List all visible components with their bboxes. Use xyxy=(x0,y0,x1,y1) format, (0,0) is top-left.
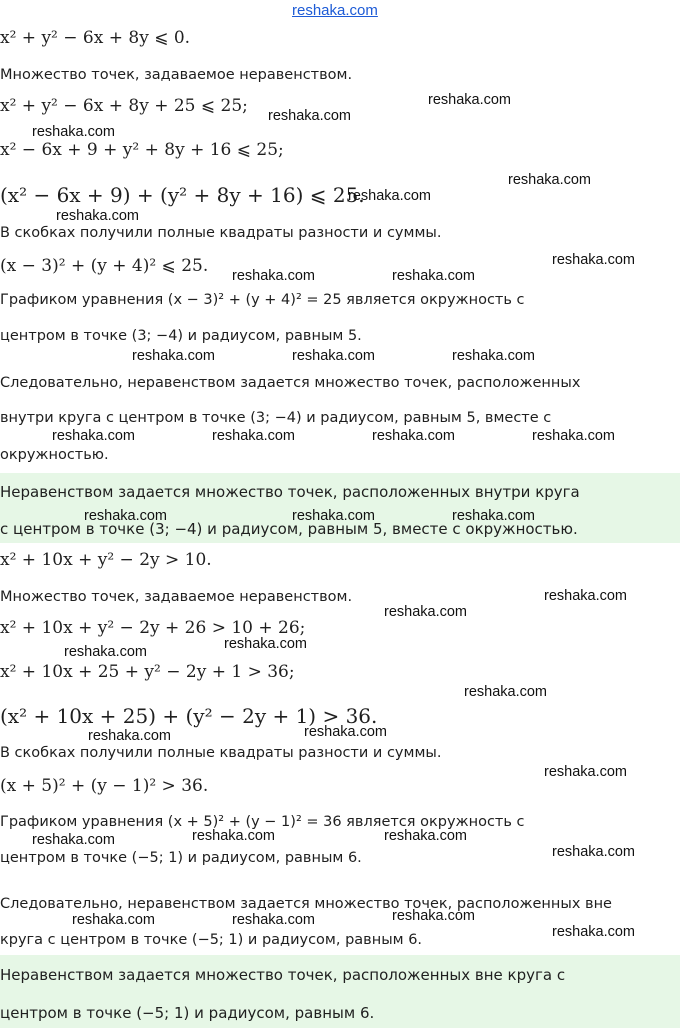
watermark: reshaka.com xyxy=(304,724,388,740)
watermark: reshaka.com xyxy=(232,268,316,284)
watermark: reshaka.com xyxy=(544,588,628,604)
watermark: reshaka.com xyxy=(552,924,636,940)
inequality-2: x² + 10x + y² − 2y > 10. xyxy=(0,550,212,570)
watermark: reshaka.com xyxy=(508,172,592,188)
watermark: reshaka.com xyxy=(552,844,636,860)
conclusion-1a: Следовательно, неравенством задается множество точек, расположенных xyxy=(0,375,581,391)
conclusion-1b: внутри круга с центром в точке (3; −4) и радиусом, равным 5, вместе с xyxy=(0,410,552,426)
graph-text-1b: центром в точке (3; −4) и радиусом, равным 5. xyxy=(0,328,362,344)
watermark: reshaka.com xyxy=(232,912,316,928)
step-2-3: (x² + 10x + 25) + (y² − 2y + 1) > 36. xyxy=(0,704,378,728)
step-1-4: (x − 3)² + (y + 4)² ⩽ 25. xyxy=(0,256,209,276)
conclusion-2b: круга с центром в точке (−5; 1) и радиусом, равным 6. xyxy=(0,932,423,948)
answer-1b: с центром в точке (3; −4) и радиусом, равным 5, вместе с окружностью. xyxy=(0,520,578,538)
watermark: reshaka.com xyxy=(72,912,156,928)
watermark: reshaka.com xyxy=(56,208,140,224)
watermark: reshaka.com xyxy=(384,604,468,620)
watermark: reshaka.com xyxy=(32,124,116,140)
watermark: reshaka.com xyxy=(192,828,276,844)
watermark: reshaka.com xyxy=(52,428,136,444)
graph-text-2a: Графиком уравнения (x + 5)² + (y − 1)² = 36 является окружность с xyxy=(0,814,525,830)
conclusion-1c: окружностью. xyxy=(0,447,109,463)
watermark: reshaka.com xyxy=(384,828,468,844)
step-1-3: (x² − 6x + 9) + (y² + 8y + 16) ⩽ 25. xyxy=(0,183,365,207)
step-1-2: x² − 6x + 9 + y² + 8y + 16 ⩽ 25; xyxy=(0,140,284,160)
set-label-1: Множество точек, задаваемое неравенством. xyxy=(0,67,353,83)
answer-2b: центром в точке (−5; 1) и радиусом, равным 6. xyxy=(0,1004,375,1022)
watermark: reshaka.com xyxy=(268,108,352,124)
watermark: reshaka.com xyxy=(392,268,476,284)
watermark: reshaka.com xyxy=(212,428,296,444)
answer-2a: Неравенством задается множество точек, расположенных вне круга с xyxy=(0,966,566,984)
step-2-4: (x + 5)² + (y − 1)² > 36. xyxy=(0,776,209,796)
watermark: reshaka.com xyxy=(428,92,512,108)
step-1-1: x² + y² − 6x + 8y + 25 ⩽ 25; xyxy=(0,96,248,116)
watermark: reshaka.com xyxy=(348,188,432,204)
note-1: В скобках получили полные квадраты разности и суммы. xyxy=(0,225,442,241)
watermark: reshaka.com xyxy=(372,428,456,444)
watermark: reshaka.com xyxy=(132,348,216,364)
site-link[interactable]: reshaka.com xyxy=(292,2,378,19)
note-2: В скобках получили полные квадраты разности и суммы. xyxy=(0,745,442,761)
inequality-1: x² + y² − 6x + 8y ⩽ 0. xyxy=(0,28,191,48)
answer-1a: Неравенством задается множество точек, расположенных внутри круга xyxy=(0,483,580,501)
watermark: reshaka.com xyxy=(32,832,116,848)
set-label-2: Множество точек, задаваемое неравенством. xyxy=(0,589,353,605)
watermark: reshaka.com xyxy=(392,908,476,924)
watermark: reshaka.com xyxy=(452,508,536,524)
watermark: reshaka.com xyxy=(552,252,636,268)
watermark: reshaka.com xyxy=(452,348,536,364)
conclusion-2a: Следовательно, неравенством задается множество точек, расположенных вне xyxy=(0,896,612,912)
watermark: reshaka.com xyxy=(464,684,548,700)
watermark: reshaka.com xyxy=(544,764,628,780)
watermark: reshaka.com xyxy=(292,348,376,364)
step-2-2: x² + 10x + 25 + y² − 2y + 1 > 36; xyxy=(0,662,295,682)
graph-text-2b: центром в точке (−5; 1) и радиусом, равным 6. xyxy=(0,850,362,866)
watermark: reshaka.com xyxy=(88,728,172,744)
watermark: reshaka.com xyxy=(64,644,148,660)
watermark: reshaka.com xyxy=(292,508,376,524)
graph-text-1a: Графиком уравнения (x − 3)² + (y + 4)² = 25 является окружность с xyxy=(0,292,525,308)
watermark: reshaka.com xyxy=(224,636,308,652)
step-2-1: x² + 10x + y² − 2y + 26 > 10 + 26; xyxy=(0,618,306,638)
watermark: reshaka.com xyxy=(84,508,168,524)
watermark: reshaka.com xyxy=(532,428,616,444)
